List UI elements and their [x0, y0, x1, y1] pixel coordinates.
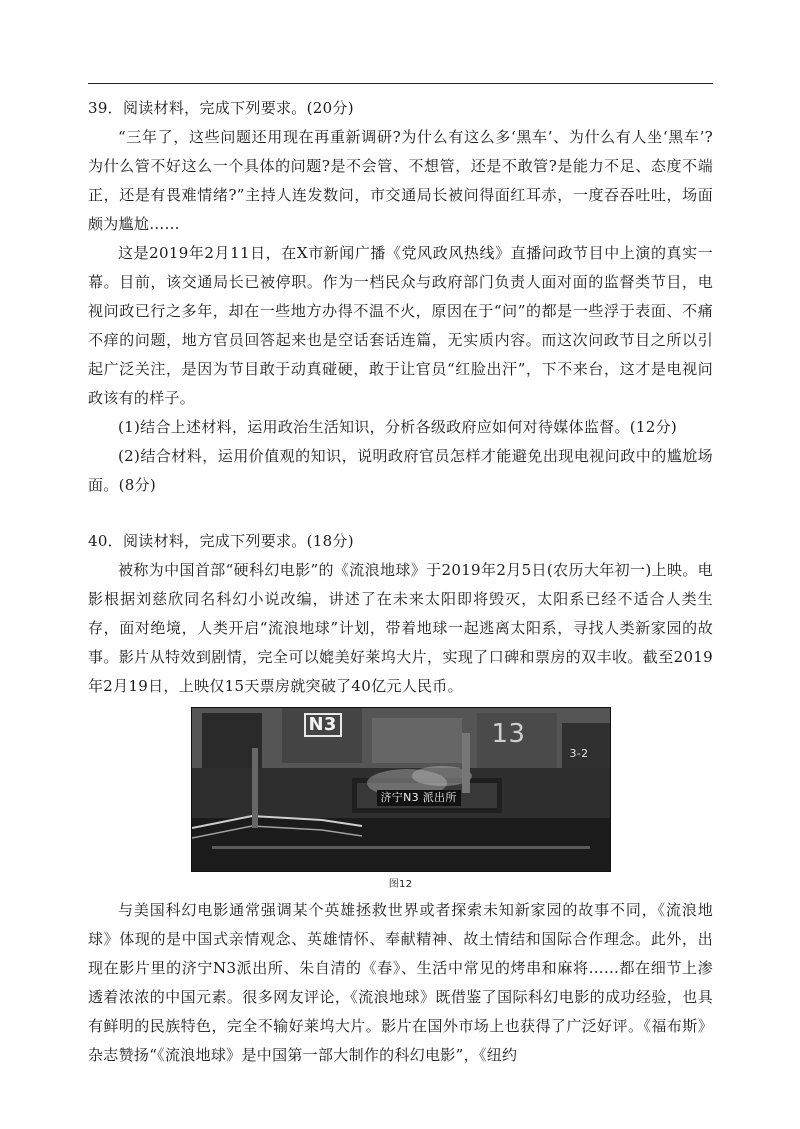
- question-39-title: 39．阅读材料，完成下列要求。(20分): [88, 99, 354, 117]
- question-40-material-paragraph-1: 被称为中国首部“硬科幻电影”的《流浪地球》于2019年2月5日(农历大年初一)上映。电影根据刘慈欣同名科幻小说改编，讲述了在未来太阳即将毁灭，太阳系已经不适合人类生存，面对绝境，人类开启“流浪地球”计划，带着地球一起逃离太阳系，寻找人类新家园的故事。影片从特效到剧情，完全可以媲美好莱坞大片，实现了口碑和票房的双丰收。截至2019年2月19日，上映仅15天票房就突破了40亿元人民币。: [88, 561, 713, 695]
- question-39-material-paragraph-2: 这是2019年2月11日，在X市新闻广播《党风政风热线》直播问政节目中上演的真实一幕。目前，该交通局长已被停职。作为一档民众与政府部门负责人面对面的监督类节目，电视问政已行之多年，却在一些地方办得不温不火，原因在于“问”的都是一些浮于表面、不痛不痒的问题，地方官员回答起来也是空话套话连篇，无实质内容。而这次问政节目之所以引起广泛关注，是因为节目敢于动真碰硬，敢于让官员“红脸出汗”，下不来台，这才是电视问政该有的样子。: [88, 244, 713, 407]
- sign-police-station: 济宁N3 派出所: [377, 790, 461, 806]
- sign-3-2: 3-2: [569, 747, 589, 760]
- question-39-subquestion-2: (2)结合材料，运用价值观的知识，说明政府官员怎样才能避免出现电视问政中的尴尬场面。(8分): [88, 447, 713, 494]
- question-40: [88, 527, 713, 1070]
- figure-caption: 图12: [388, 879, 413, 890]
- top-rule: [88, 83, 713, 84]
- question-40-title: 40．阅读材料，完成下列要求。(18分): [88, 532, 354, 550]
- sign-n3: N3: [304, 713, 342, 737]
- film-still-figure: [191, 707, 611, 872]
- question-39-subquestion-1: (1)结合上述材料，运用政治生活知识，分析各级政府应如何对待媒体监督。(12分): [118, 418, 678, 436]
- question-39: [88, 94, 713, 500]
- exam-page: [88, 94, 713, 1070]
- question-40-material-paragraph-2: 与美国科幻电影通常强调某个英雄拯救世界或者探索未知新家园的故事不同，《流浪地球》体现的是中国式亲情观念、英雄情怀、奉献精神、故土情结和国际合作理念。此外，出现在影片里的济宁N3派出所、朱自清的《春》、生活中常见的烤串和麻将……都在细节上渗透着浓浓的中国元素。很多网友评论，《流浪地球》既借鉴了国际科幻电影的成功经验，也具有鲜明的民族特色，完全不输好莱坞大片。影片在国外市场上也获得了广泛好评。《福布斯》杂志赞扬“《流浪地球》是中国第一部大制作的科幻电影”，《纽约: [88, 901, 713, 1064]
- sign-13: 13: [491, 719, 526, 749]
- question-39-material-paragraph-1: “三年了，这些问题还用现在再重新调研?为什么有这么多‘黑车’、为什么有人坐‘黑车’?为什么管不好这么一个具体的问题?是不会管、不想管，还是不敢管?是能力不足、态度不端正，还是有畏难情绪?”主持人连发数问，市交通局长被问得面红耳赤，一度吞吞吐吐，场面颇为尴尬……: [88, 128, 713, 233]
- section-gap: [88, 500, 713, 527]
